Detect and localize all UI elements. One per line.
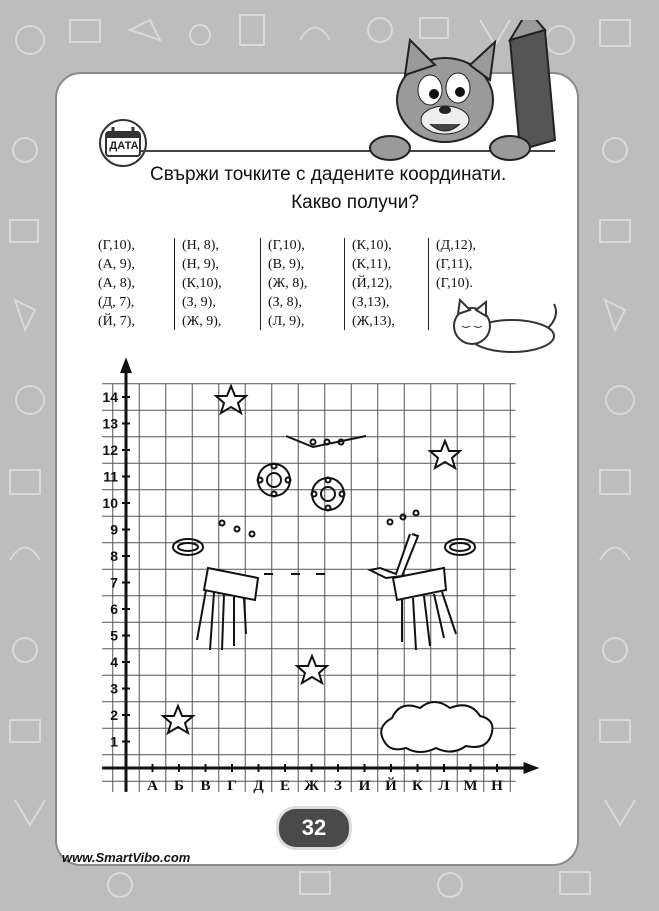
page-number: 32 (276, 806, 352, 850)
coord-item: (З, 8), (268, 295, 302, 310)
coord-item: (К,11), (352, 257, 392, 272)
y-axis-label: 3 (110, 680, 118, 697)
y-axis-label: 5 (110, 627, 118, 644)
x-axis-label: З (334, 778, 342, 794)
x-axis-label: А (147, 778, 158, 794)
coord-item: (Д, 7), (98, 295, 135, 310)
column-divider (428, 238, 429, 330)
x-axis-label: Й (385, 778, 397, 794)
x-axis-label: Н (491, 778, 503, 794)
coord-item: (Д,12), (436, 238, 476, 253)
calendar-label: ДАТА (109, 140, 139, 152)
y-axis-label: 4 (110, 654, 118, 670)
column-divider (344, 238, 345, 330)
column-divider (174, 238, 175, 330)
coord-item: (З,13), (352, 295, 390, 310)
coord-item: (А, 9), (98, 257, 135, 272)
coord-column-1 (98, 236, 135, 331)
coord-item: (Г,11), (436, 257, 473, 272)
y-axis-label: 14 (102, 389, 118, 405)
y-axis-label: 8 (110, 548, 118, 564)
coord-item: (Ж, 8), (268, 276, 308, 291)
coord-item: (В, 9), (268, 257, 305, 272)
star-icon (216, 386, 246, 413)
x-axis-arrow-icon (524, 762, 540, 774)
y-axis-label: 7 (110, 574, 118, 591)
title-line-1: Свържи точките с дадените координати. (150, 164, 507, 185)
star-icon (163, 706, 193, 733)
y-axis-label: 13 (102, 415, 118, 432)
coord-item: (К,10), (182, 276, 222, 291)
title-line-2: Какво получи? (291, 192, 419, 213)
coord-item: (Й, 7), (98, 314, 135, 329)
coord-item: (К,10), (352, 238, 392, 253)
x-axis-label: И (358, 778, 371, 794)
coordinate-grid (80, 350, 540, 800)
coord-item: (Ж, 9), (182, 314, 222, 329)
coord-item: (Ж,13), (352, 314, 395, 329)
coord-item: (Г,10), (98, 238, 135, 253)
coord-item: (Н, 9), (182, 257, 219, 272)
task-instruction (150, 164, 560, 214)
y-axis-label: 10 (102, 495, 118, 511)
coord-item: (Л, 9), (268, 314, 305, 329)
coord-item: (Й,12), (352, 276, 393, 291)
coord-column-5 (436, 236, 476, 293)
coord-column-3 (268, 236, 307, 331)
x-axis-label: М (463, 778, 478, 794)
x-axis-label: Б (174, 778, 184, 794)
y-axis-label: 12 (102, 442, 118, 458)
y-axis-label: 6 (110, 601, 118, 617)
coord-item: (Г,10), (268, 238, 305, 253)
column-divider (260, 238, 261, 330)
sleeping-cat-illustration (440, 298, 560, 358)
x-axis-label: Г (227, 778, 237, 794)
website-url: www.SmartVibo.com (62, 850, 191, 865)
x-axis-label: К (412, 778, 423, 794)
coord-item: (З, 9), (182, 295, 216, 310)
cat-with-pencil-illustration (360, 20, 560, 180)
coord-item: (Н, 8), (182, 238, 219, 253)
y-axis-arrow-icon (120, 357, 132, 373)
x-axis-label: В (200, 778, 211, 794)
star-icon (297, 656, 327, 683)
x-axis-label: Ж (304, 778, 319, 794)
coord-item: (А, 8), (98, 276, 135, 291)
y-axis-label: 1 (110, 733, 118, 750)
y-axis-label: 11 (103, 468, 118, 485)
y-axis-label: 9 (110, 521, 118, 538)
x-axis-label: Д (253, 778, 264, 794)
y-axis-label: 2 (110, 707, 118, 723)
star-icon (430, 441, 460, 468)
x-axis-label: Е (279, 778, 291, 794)
coord-item: (Г,10). (436, 276, 473, 291)
x-axis-label: Л (438, 778, 450, 794)
coord-column-2 (182, 236, 222, 331)
coord-column-4 (352, 236, 395, 331)
